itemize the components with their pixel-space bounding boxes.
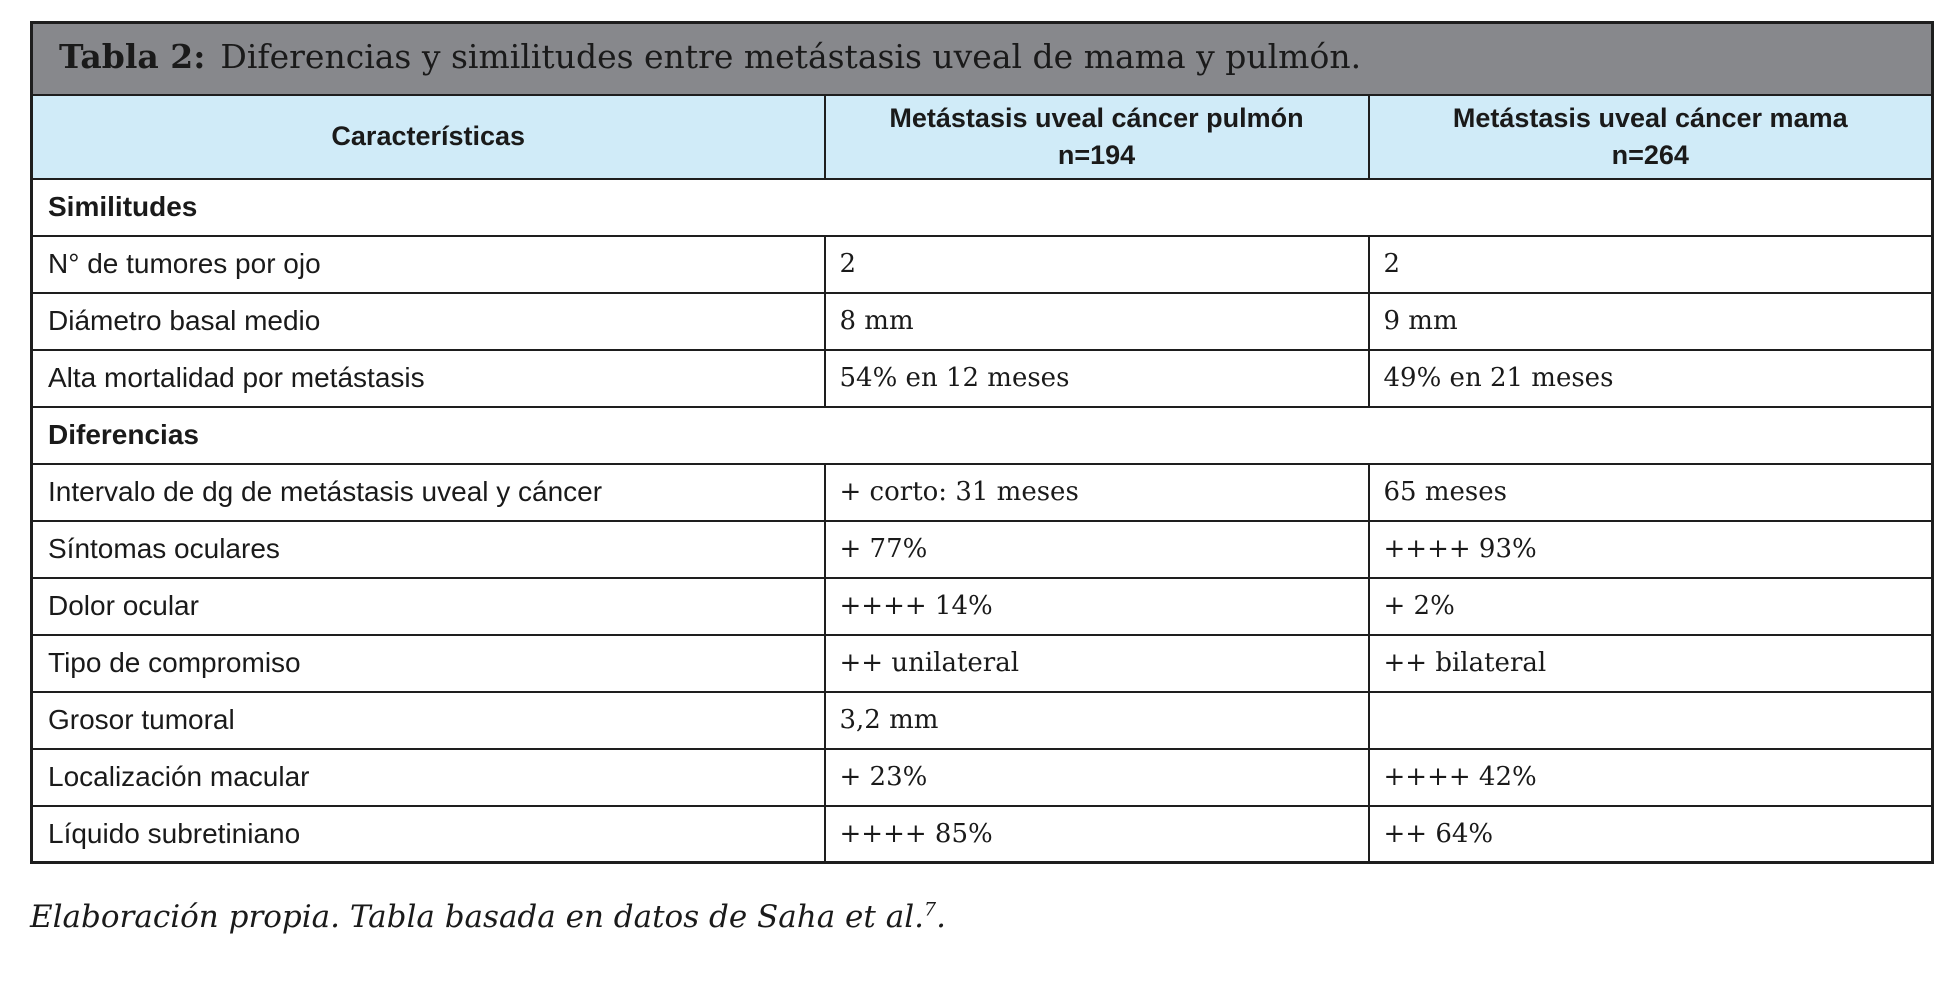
table-row	[32, 635, 1933, 692]
column-header-label: Metástasis uveal cáncer mama	[1452, 102, 1848, 133]
lung-value: 54% en 12 meses	[825, 350, 1369, 407]
table-title-row	[32, 23, 1933, 95]
breast-value	[1369, 692, 1933, 749]
table-row	[32, 293, 1933, 350]
column-header-label: Metástasis uveal cáncer pulmón	[889, 102, 1304, 133]
lung-value: ++ unilateral	[825, 635, 1369, 692]
section-row-diferencias	[32, 407, 1933, 464]
table-title	[32, 23, 1933, 95]
table-row	[32, 236, 1933, 293]
lung-value: 8 mm	[825, 293, 1369, 350]
column-header-sub: n=264	[1611, 139, 1689, 170]
row-label: Localización macular	[32, 749, 825, 806]
column-header-row	[32, 95, 1933, 179]
column-header-caracteristicas	[32, 95, 825, 179]
table-row	[32, 806, 1933, 863]
lung-value: ++++ 85%	[825, 806, 1369, 863]
table-row	[32, 464, 1933, 521]
row-label: Grosor tumoral	[32, 692, 825, 749]
column-header-pulmon	[825, 95, 1369, 179]
breast-value: 2	[1369, 236, 1933, 293]
breast-value: ++ 64%	[1369, 806, 1933, 863]
breast-value: 49% en 21 meses	[1369, 350, 1933, 407]
row-label: Líquido subretiniano	[32, 806, 825, 863]
column-header-label: Características	[331, 121, 526, 151]
breast-value: 65 meses	[1369, 464, 1933, 521]
comparison-table	[30, 21, 1934, 864]
breast-value: + 2%	[1369, 578, 1933, 635]
footnote-suffix: .	[936, 899, 946, 935]
table-row	[32, 692, 1933, 749]
lung-value: 2	[825, 236, 1369, 293]
table-title-text: Diferencias y similitudes entre metástasis uveal de mama y pulmón.	[220, 37, 1362, 77]
footnote-text: Elaboración propia. Tabla basada en datos de Saha et al.	[30, 899, 924, 935]
breast-value: ++ bilateral	[1369, 635, 1933, 692]
footnote-reference: 7	[923, 898, 937, 921]
section-header: Similitudes	[32, 179, 1933, 236]
lung-value: ++++ 14%	[825, 578, 1369, 635]
breast-value: 9 mm	[1369, 293, 1933, 350]
column-header-mama	[1369, 95, 1933, 179]
lung-value: + 77%	[825, 521, 1369, 578]
table-footnote	[30, 899, 946, 935]
column-header-sub: n=194	[1057, 139, 1136, 170]
table-row	[32, 350, 1933, 407]
row-label: Alta mortalidad por metástasis	[32, 350, 825, 407]
lung-value: + 23%	[825, 749, 1369, 806]
table-title-label: Tabla 2:	[59, 37, 206, 77]
section-header: Diferencias	[32, 407, 1933, 464]
breast-value: ++++ 93%	[1369, 521, 1933, 578]
row-label: Tipo de compromiso	[32, 635, 825, 692]
section-row-similitudes	[32, 179, 1933, 236]
row-label: Intervalo de dg de metástasis uveal y cáncer	[32, 464, 825, 521]
row-label: Dolor ocular	[32, 578, 825, 635]
table-row	[32, 749, 1933, 806]
row-label: Diámetro basal medio	[32, 293, 825, 350]
row-label: N° de tumores por ojo	[32, 236, 825, 293]
row-label: Síntomas oculares	[32, 521, 825, 578]
table-row	[32, 578, 1933, 635]
table-row	[32, 521, 1933, 578]
breast-value: ++++ 42%	[1369, 749, 1933, 806]
lung-value: + corto: 31 meses	[825, 464, 1369, 521]
lung-value: 3,2 mm	[825, 692, 1369, 749]
